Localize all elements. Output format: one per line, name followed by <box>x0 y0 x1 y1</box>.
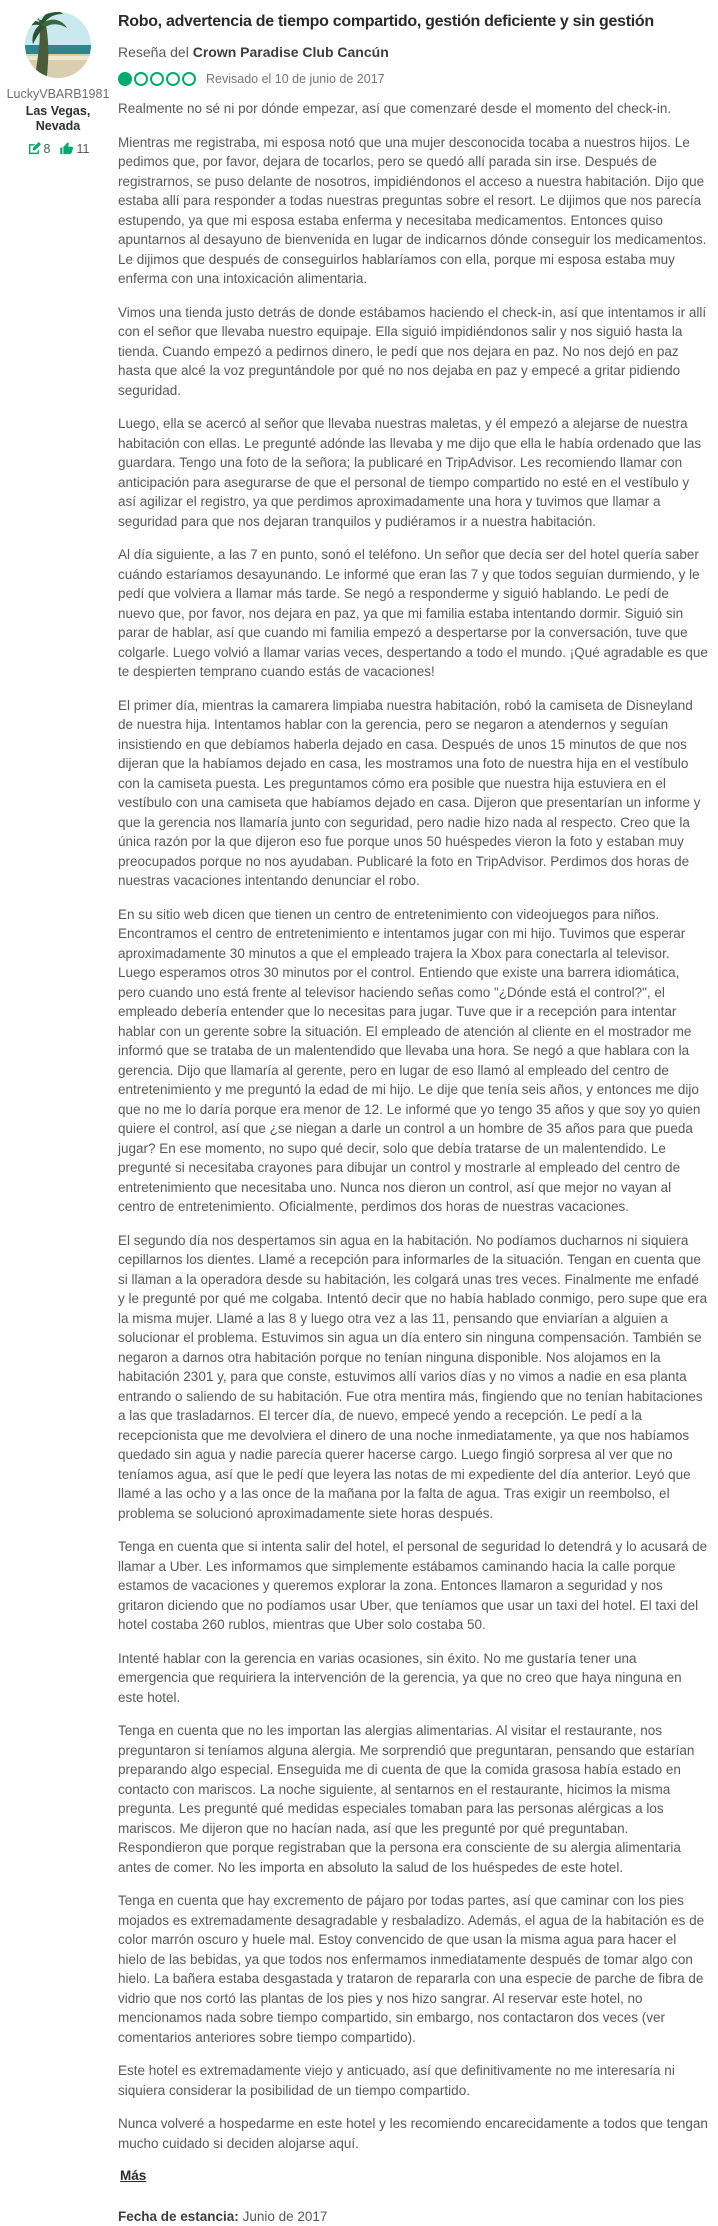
avatar[interactable] <box>25 12 91 78</box>
helpful-votes-count: 11 <box>76 141 90 156</box>
rating-bubble <box>166 72 180 86</box>
review-paragraph: Tenga en cuenta que si intenta salir del hotel, el personal de seguridad lo detendrá y lo acusará de llamar a Uber. Les informamos que simplemente estábamos caminando hacia la calle porque estamos de vacaciones y queremos explorar la zona. Entonces llamaron a seguridad y nos gritaron diciendo que no podíamos usar Uber, que teníamos que usar un taxi del hotel. El taxi del hotel costaba 260 rublos, mientras que Uber solo costaba 50. <box>118 1539 708 1632</box>
review-paragraph: Mientras me registraba, mi esposa notó que una mujer desconocida tocaba a nuestros hijos. Le pedimos que, por favor, dejara de tocarlos, pero se quedó allí parada sin irse. Después de registrarnos, se puso delante de nosotros, impidiéndonos el acceso a nuestra habitación. Dijo que estaba allí para responder a todas nuestras preguntas sobre el resort. Le dijimos que nos parecía estupendo, ya que mi esposa estaba enferma y necesitaba medicamentos. Entonces quiso apuntarnos al desayuno de bienvenida en lugar de indicarnos dónde conseguir los medicamentos. Le dijimos que después de conseguirlos hablaríamos con ella, porque mi esposa estaba muy enferma con una intoxicación alimentaria. <box>118 134 707 286</box>
review-paragraph: Nunca volveré a hospedarme en este hotel y les recomiendo encarecidamente a todos que tengan mucho cuidado si deciden alojarse aquí. <box>118 2116 708 2151</box>
review-date: Revisado el 10 de junio de 2017 <box>206 72 385 86</box>
review-content <box>110 10 708 2226</box>
review-paragraph: Realmente no sé ni por dónde empezar, así que comenzaré desde el momento del check-in. <box>118 101 672 116</box>
review-paragraph: Vimos una tienda justo detrás de donde estábamos haciendo el check-in, así que intentamos ir allí con el señor que llevaba nuestro equipaje. Ella siguió impidiéndonos salir y nos siguió hasta la tienda. Cuando empezó a pedirnos dinero, le pedí que nos dejara en paz. No nos dejó en paz hasta que alcé la voz preguntándole por qué no nos dejaba en paz y empecé a gritar pidiendo seguridad. <box>118 304 707 398</box>
review-body <box>118 99 708 2153</box>
review-paragraph: El primer día, mientras la camarera limpiaba nuestra habitación, robó la camiseta de Disneyland de nuestra hija. Intentamos hablar con la gerencia, pero se negaron a atendernos y seguían insistiendo en que debíamos haberla dejado en casa. Después de unos 15 minutos de que nos dijeran que la habíamos dejado en casa, les mostramos una foto de nuestra hija en el vestíbulo con la camiseta puesta. Les preguntamos cómo era posible que nuestra hija estuviera en el vestíbulo con una camiseta que habíamos dejado en casa. Dijeron que presentarían un informe y que la gerencia nos llamaría junto con seguridad, pero nadie hizo nada al respecto. Creo que la única razón por la que dijeron eso fue porque unos 50 huéspedes vieron la foto y estaban muy preocupados porque no nos ayudaban. Publicaré la foto en TripAdvisor. Perdimos dos horas de nuestras vacaciones intentando denunciar el robo. <box>118 697 701 888</box>
stay-date-label: Fecha de estancia: <box>118 2209 239 2224</box>
review-subtitle <box>118 43 708 61</box>
review-paragraph: En su sitio web dicen que tienen un centro de entretenimiento con videojuegos para niños. Encontramos el centro de entretenimiento e intentamos jugar con mi hijo. Tuvimos que esperar aproximadamente 30 minutos a que el empleado trajera la Xbox para conectarla al televisor. Luego esperamos otros 30 minutos por el control. Entiendo que existe una barrera idiomática, pero cuando uno está frente al televisor haciendo señas como "¿Dónde está el control?", el empleado debería entender que lo necesitas para jugar. Tuve que ir a recepción para intentar hablar con un gerente sobre la situación. El empleado de atención al cliente en el mostrador me informó que se trataba de un malentendido que llevaba una hora. Se negó a que hablara con la gerencia. Dijo que llamaría al gerente, pero en lugar de eso llamó al empleado del centro de entretenimiento y me preguntó la edad de mi hijo. Le dije que tenía seis años, y entonces me dijo que no me lo daría porque era menor de 12. Le informé que yo tengo 35 años y que soy yo quien quiere el control, así que ¿se niegan a darle un control a un hombre de 35 años para que pueda jugar? En ese momento, no supo qué decir, solo que debía tratarse de un malentendido. Le pregunté si necesitaba crayones para dibujar un control y mostrarle al empleado del centro de entretenimiento que necesitaba uno. Nunca nos dieron un control, así que mejor no vayan al centro de entretenimiento. Oficialmente, perdimos dos horas de nuestras vacaciones. <box>118 906 701 1214</box>
review-paragraph: Tenga en cuenta que no les importan las alergias alimentarias. Al visitar el restaurante, nos preguntaron si teníamos alguna alergia. Me sorprendió que preguntaran, pensando que estarían preparando algo especial. Enseguida me di cuenta de que la comida grasosa había estado en contacto con mariscos. La noche siguiente, al sentarnos en el restaurante, hicimos la misma pregunta. Les pregunté qué medidas especiales tomaban para las personas alérgicas a los mariscos. Me dijeron que no hacían nada, así que les pregunté por qué preguntaban. Respondieron que porque registraban que la persona era consciente de su alergia alimentaria antes de comer. No les importa en absoluto la salud de los huéspedes de este hotel. <box>118 1723 695 1875</box>
review-paragraph: Este hotel es extremadamente viejo y anticuado, así que definitivamente no me interesaría ni siquiera considerar la posibilidad de un tiempo compartido. <box>118 2063 675 2098</box>
helpful-votes-icon <box>59 141 74 156</box>
review-paragraph: Al día siguiente, a las 7 en punto, sonó el teléfono. Un señor que decía ser del hotel quería saber cuándo estaríamos desayunando. Le informé que eran las 7 y que todos seguían durmiendo, y le pedí que volviera a llamar más tarde. Se negó a responderme y siguió hablando. Le pedí de nuevo que, por favor, nos dejara en paz, ya que mi familia estaba intentando dormir. Siguió sin parar de hablar, así que cuando mi familia empezó a despertarse por la conversación, tuve que colgarle. Luego volvió a llamar varias veces, despertando a todo el mundo. ¡Qué agradable es que te despierten temprano cuando estás de vacaciones! <box>118 547 708 679</box>
stay-date <box>118 2207 708 2226</box>
rating-bubble <box>150 72 164 86</box>
rating-bubbles <box>118 72 196 86</box>
review-title: Robo, advertencia de tiempo compartido, gestión deficiente y sin gestión <box>118 13 654 30</box>
more-link[interactable]: Más <box>120 2168 147 2183</box>
rating-bubble <box>182 72 196 86</box>
rating-row <box>118 72 708 86</box>
reviewer-username[interactable]: LuckyVBARB1981 <box>6 87 110 101</box>
reviewer-location: Las Vegas, Nevada <box>25 104 91 133</box>
rating-bubble <box>134 72 148 86</box>
rating-bubble <box>118 72 132 86</box>
review-paragraph: Luego, ella se acercó al señor que llevaba nuestras maletas, y él empezó a alejarse de nuestra habitación con ellas. Le pregunté adónde las llevaba y me dijo que ella le había ordenado que las guardara. Tengo una foto de la señora; la publicaré en TripAdvisor. Les recomiendo llamar con anticipación para asegurarse de que el personal de tiempo compartido no esté en el vestíbulo y así agilizar el registro, ya que perdimos aproximadamente una hora y tuvimos que llamar a seguridad para que nos dejaran tranquilos y pudiéramos ir a nuestra habitación. <box>118 416 702 529</box>
contributions-count: 8 <box>43 141 51 156</box>
subtitle-prefix: Reseña del <box>118 44 193 60</box>
beach-photo <box>25 12 91 78</box>
reviewer-panel <box>6 10 110 2226</box>
review-paragraph: Tenga en cuenta que hay excremento de pájaro por todas partes, así que caminar con los pies mojados es extremadamente desagradable y resbaladizo. Además, el agua de la habitación es de color marrón oscuro y huele mal. Estoy convencido de que usan la misma agua para hacer el hielo de las bebidas, ya que todos nos enfermamos inmediatamente después de tomar algo con hielo. La bañera estaba desgastada y trataron de repararla con una especie de parche de fibra de vidrio que nos cortó las plantas de los pies y nos hizo sangrar. Al reservar este hotel, no mencionamos nada sobre tiempo compartido, sin embargo, nos contactaron dos veces (ver comentarios anteriores sobre tiempo compartido). <box>118 1893 705 2045</box>
hotel-name-link[interactable]: Crown Paradise Club Cancún <box>192 44 389 60</box>
stay-date-value: Junio de 2017 <box>242 2209 328 2224</box>
review-paragraph: El segundo día nos despertamos sin agua en la habitación. No podíamos ducharnos ni siquiera cepillarnos los dientes. Llamé a recepción para informarles de la situación. Tengan en cuenta que si llaman a la operadora desde su habitación, les colgará unas tres veces. Finalmente me enfadé y le pregunté por qué me colgaba. Intentó decir que no había hablado conmigo, pero supe que era la misma mujer. Llamé a las 8 y luego otra vez a las 11, pensando que enviarían a alguien a solucionar el problema. Estuvimos sin agua un día entero sin ninguna compensación. También se negaron a darnos otra habitación porque no tenían ninguna disponible. Nos alojamos en la habitación 2301 y, para que conste, estuvimos allí varios días y no vimos a nadie en esa planta entrando o saliendo de su habitación. Fue otra mentira más, fingiendo que no tenían habitaciones a las que trasladarnos. El tercer día, de nuevo, empecé yendo a recepción. Le pedí a la recepcionista que me devolviera el dinero de una noche inmediatamente, ya que nos habíamos quedado sin agua y nadie parecía querer hacerse cargo. Luego fingió sorpresa al ver que no teníamos agua, así que le pedí que leyera las notas de mi expediente del día anterior. Leyó que llamé a las ocho y a las once de la mañana por la falta de agua. Tras exigir un reembolso, el problema se solucionó aproximadamente siete horas después. <box>118 1232 708 1521</box>
contributions-icon <box>27 141 42 156</box>
review-paragraph: Intenté hablar con la gerencia en varias ocasiones, sin éxito. No me gustaría tener una emergencia que requiriera la intervención de la gerencia, ya que no creo que haya ninguna en este hotel. <box>118 1650 682 1705</box>
reviewer-stats <box>6 141 110 156</box>
